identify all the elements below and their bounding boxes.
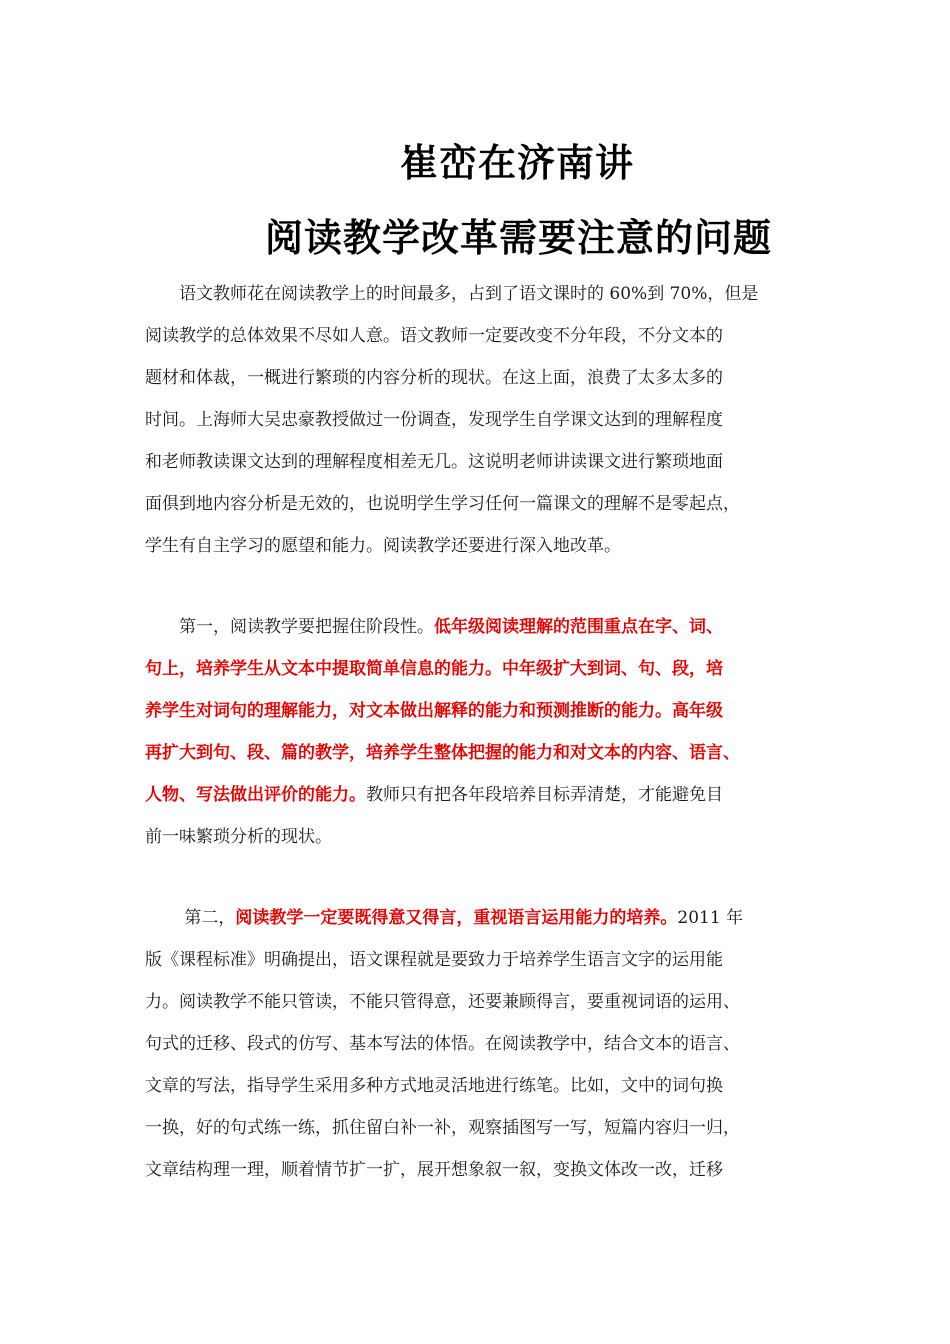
normal-text: 2011 年 xyxy=(677,908,744,928)
paragraph-line: 一换，好的句式练一练，抓住留白补一补，观察插图写一写，短篇内容归一归， xyxy=(145,1118,740,1138)
paragraph-second-point xyxy=(145,897,835,1191)
emphasis-line: 再扩大到句、段、篇的教学，培养学生整体把握的能力和对文本的内容、语言、 xyxy=(145,743,740,763)
paragraph-line: 文章结构理一理，顺着情节扩一扩，展开想象叙一叙，变换文体改一改，迁移 xyxy=(145,1160,723,1180)
paragraph-line: 学生有自主学习的愿望和能力。阅读教学还要进行深入地改革。 xyxy=(145,536,621,556)
paragraph-first-point xyxy=(145,606,835,858)
paragraph-line: 题材和体裁，一概进行繁琐的内容分析的现状。在这上面，浪费了太多太多的 xyxy=(145,368,723,388)
paragraph-line: 语文教师花在阅读教学上的时间最多，占到了语文课时的 60%到 70%，但是 xyxy=(145,284,759,304)
emphasis-line: 养学生对词句的理解能力，对文本做出解释的能力和预测推断的能力。高年级 xyxy=(145,701,723,721)
title-line-1: 崔峦在济南讲 xyxy=(400,141,635,185)
emphasis-text: 阅读教学一定要既得意又得言，重视语言运用能力的培养。 xyxy=(235,908,678,928)
emphasis-text: 低年级阅读理解的范围重点在字、词、 xyxy=(434,617,723,637)
paragraph-line: 和老师教读课文达到的理解程度相差无几。这说明老师讲读课文进行繁琐地面 xyxy=(145,452,723,472)
paragraph-line: 文章的写法，指导学生采用多种方式地灵活地进行练笔。比如，文中的词句换 xyxy=(145,1076,723,1096)
paragraph-intro xyxy=(145,273,835,567)
paragraph-line xyxy=(145,774,835,816)
paragraph-line: 时间。上海师大吴忠豪教授做过一份调查，发现学生自学课文达到的理解程度 xyxy=(145,410,723,430)
emphasis-text: 人物、写法做出评价的能力。 xyxy=(145,785,366,805)
paragraph-line: 阅读教学的总体效果不尽如人意。语文教师一定要改变不分年段，不分文本的 xyxy=(145,326,723,346)
paragraph-line: 力。阅读教学不能只管读，不能只管得意，还要兼顾得言，要重视词语的运用、 xyxy=(145,992,740,1012)
normal-text: 第一，阅读教学要把握住阶段性。 xyxy=(145,617,434,637)
normal-text: 教师只有把各年段培养目标弄清楚，才能避免目 xyxy=(366,785,723,805)
paragraph-line: 前一味繁琐分析的现状。 xyxy=(145,827,332,847)
emphasis-line: 句上，培养学生从文本中提取简单信息的能力。中年级扩大到词、句、段，培 xyxy=(145,659,723,679)
paragraph-line: 面俱到地内容分析是无效的，也说明学生学习任何一篇课文的理解不是零起点， xyxy=(145,494,740,514)
normal-text: 第二， xyxy=(145,908,236,928)
paragraph-line xyxy=(145,897,835,939)
paragraph-line xyxy=(145,606,835,648)
paragraph-line: 句式的迁移、段式的仿写、基本写法的体悟。在阅读教学中，结合文本的语言、 xyxy=(145,1034,740,1054)
paragraph-line: 版《课程标准》明确提出，语文课程就是要致力于培养学生语言文字的运用能 xyxy=(145,950,723,970)
title-line-2: 阅读教学改革需要注意的问题 xyxy=(265,216,773,260)
